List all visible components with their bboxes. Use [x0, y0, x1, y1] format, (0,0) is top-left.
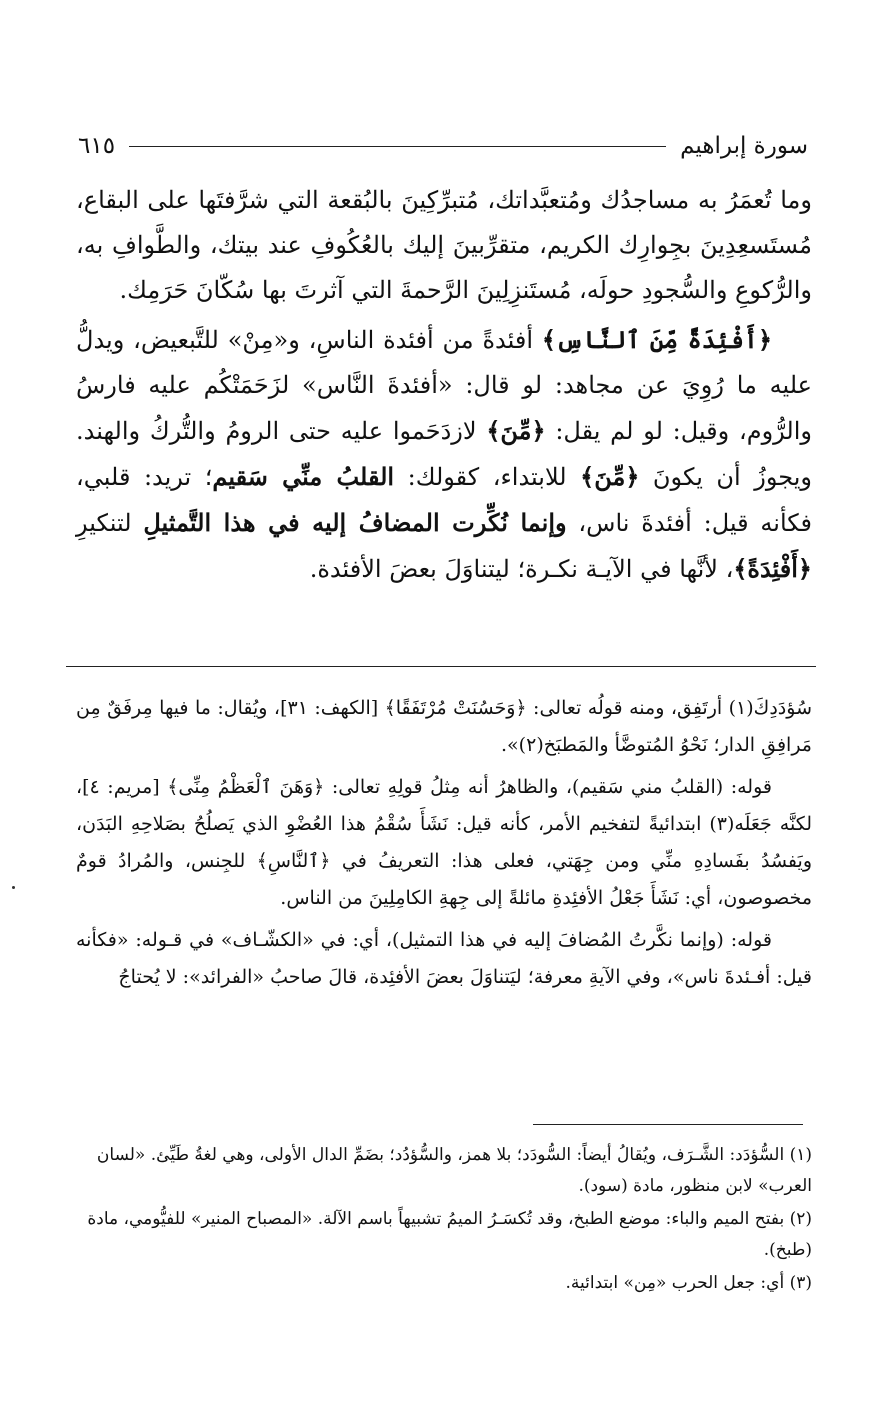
page-number: ٦١٥ [78, 133, 116, 159]
footnote-3: (٣) أي: جعل الحرب «مِن» ابتدائية. [565, 1273, 812, 1293]
commentary-paragraph-1: سُؤدَدِكَ(١) أرتَفِق، ومنه قولُه تعالى: ﴿وَحَسُنَتْ مُرْتَفَقًا﴾ [الكهف: ٣١]، ويُقال: ما فيها مِرفَقٌ مِن مَرافِقِ الدار؛ نَحْوُ المُتوضَّأ والمَطبَخ(٢)». [76, 697, 812, 756]
quran-quote: ﴿مِّنَ﴾ [486, 416, 546, 445]
text-run: ؛ تريد: قلبي، فكأنه قيل: أفئدةَ ناس، [76, 463, 812, 537]
text-run: لتنكيرِ [76, 509, 144, 537]
surah-title: سورة إبراهيم [680, 133, 808, 159]
text-run: ، لأنَّها في الآيـة نكـرة؛ ليتناوَلَ بعضَ الأفئدة. [309, 555, 734, 583]
text-run: أفئدةً من أفئدة الناسِ، و«مِنْ» للتَّبعيض، ويدلُّ عليه ما رُوِيَ عن مجاهد: لو قال: «أفئدةَ النَّاس» لزَحَمَتْكُم عليه فارسُ والرُّوم، وقيل: لو لم يقل: [76, 326, 812, 445]
main-paragraph-2 [76, 317, 812, 592]
main-text [76, 178, 812, 592]
commentary-paragraph-2: قوله: (القلبُ مني سَقيم)، والظاهرُ أنه مِثلُ قولِهِ تعالى: ﴿وَهَنَ ٱلْعَظْمُ مِنِّى﴾ [مريم: ٤]، لكنَّه جَعَلَه(٣) ابتدائيةً لتفخيم الأمر، كأنه قيل: نَشَأَ سُقْمُ هذا العُضْوِ الذي يَصلُحُ بصَلاحِهِ البَدَن، ويَفسُدُ بفَسادِهِ منِّي ومن جِهَتي، فعلى هذا: التعريفُ في ﴿ٱلنَّاسِ﴾ للجِنس، والمُرادُ قومٌ مخصوصون، أي: نَشَأَ جَعْلُ الأفئِدةِ مائلةً إلى جِهةِ الكامِلِينَ من الناس. [76, 776, 812, 909]
quran-quote: ﴿مِّنَ﴾ [580, 462, 640, 491]
footnote-2: (٢) بفتح الميم والباء: موضع الطبخ، وقد تُكسَـرُ الميمُ تشبيهاً باسم الآلة. «المصباح المنير» للفيُّومي، مادة (طبخ). [87, 1209, 812, 1260]
text-run: للابتداء، كقولك: [394, 463, 581, 491]
quran-quote: ﴿أَفْئِدَةً مِّنَ ٱلنَّاسِ﴾ [541, 325, 773, 354]
section-separator [66, 666, 816, 667]
commentary-paragraph-3: قوله: (وإنما نكَّرتُ المُضافَ إليه في هذا التمثيل)، أي: في «الكشّـاف» في قـوله: «فكأنه قيل: أفـئدةَ ناس»، وفي الآيةِ معرفة؛ ليَتناوَلَ بعضَ الأفئِدة، قالَ صاحبُ «الفرائد»: لا يُحتاجُ [76, 929, 812, 988]
scan-speck [12, 886, 15, 889]
text-run: لازدَحَموا عليه حتى الرومُ والتُّركُ والهند. ويجوزُ أن يكونَ [76, 417, 812, 491]
header-rule [129, 146, 666, 147]
commentary-text [76, 690, 812, 996]
main-paragraph-1: وما تُعمَرُ به مساجدُك ومُتعبَّداتك، مُتبرِّكِينَ بالبُقعة التي شرَّفتَها على البقاع، مُستَسعِدِينَ بجِوارِك الكريم، متقرِّبينَ إليك بالعُكُوفِ عند بيتك، والطَّوافِ به، والرُّكوعِ والسُّجودِ حولَه، مُستَنزِلِينَ الرَّحمةَ التي آثرتَ بها سُكّانَ حَرَمِك. [76, 186, 813, 304]
bold-phrase: وإنما نُكِّرت المضافُ إليه في هذا التَّمثيلِ [143, 508, 567, 537]
footnotes [76, 1140, 812, 1299]
page-header [78, 128, 808, 164]
quran-quote: ﴿أَفْئِدَةً﴾ [733, 554, 812, 583]
footnote-1: (١) السُّؤدَد: الشَّـرَف، ويُقالُ أيضاً: السُّودَد؛ بلا همز، والسُّؤدُد؛ بضَمِّ الدال الأولى، وهي لغةُ طَيِّئ. «لسان العرب» لابن منظور، مادة (سود). [96, 1145, 812, 1196]
bold-phrase: القلبُ منِّي سَقيم [212, 462, 395, 491]
footnote-rule [533, 1124, 803, 1125]
